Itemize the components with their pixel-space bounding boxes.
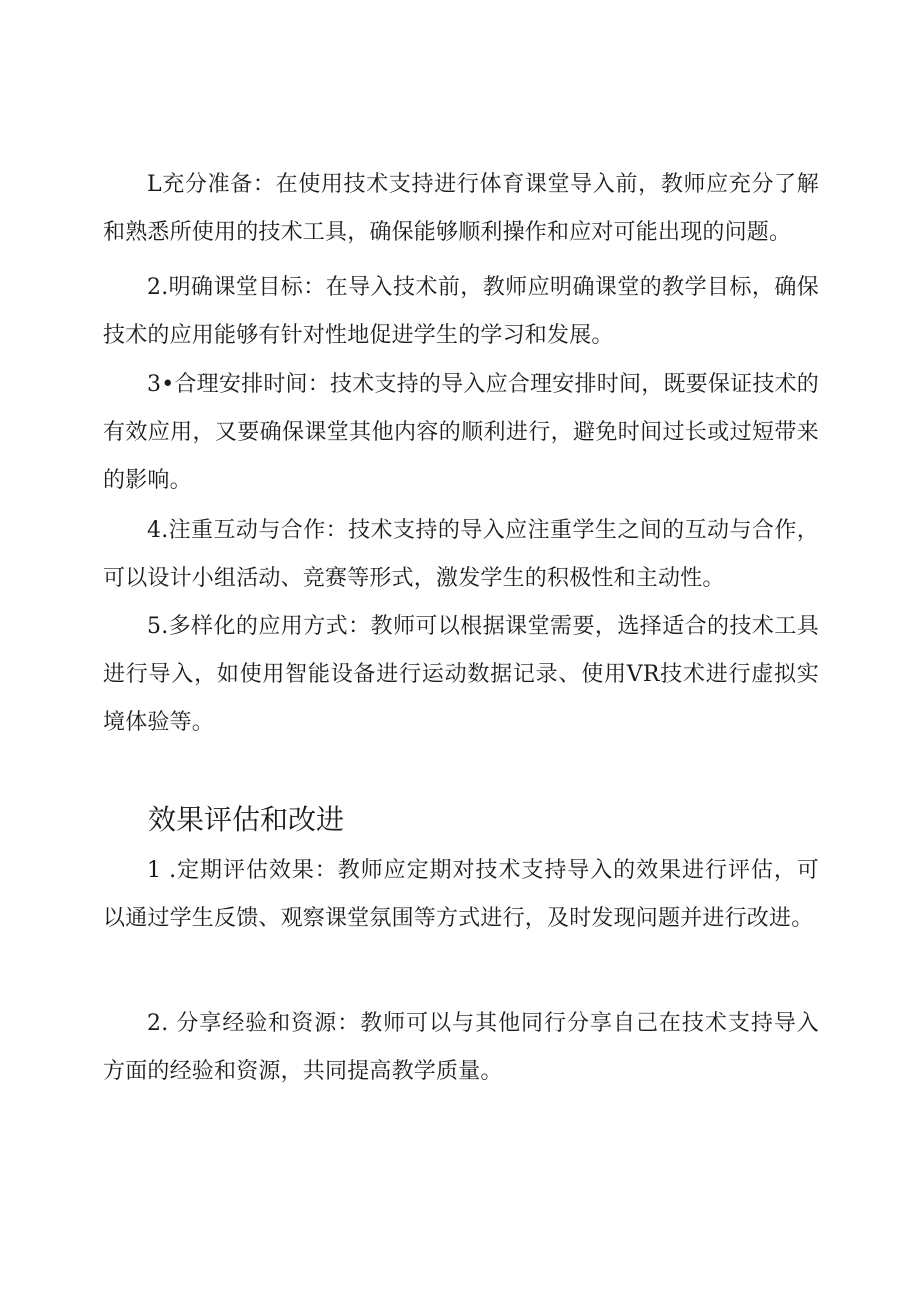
paragraph-interaction: 4.注重互动与合作：技术支持的导入应注重学生之间的互动与合作，可以设计小组活动、竞赛等形式，激发学生的积极性和主动性。 — [103, 518, 819, 591]
paragraph-time-arrangement: 3•合理安排时间：技术支持的导入应合理安排时间，既要保证技术的有效应用，又要确保课堂其他内容的顺利进行，避免时间过长或过短带来的影响。 — [103, 372, 819, 493]
paragraph-share-experience: 2. 分享经验和资源：教师可以与其他同行分享自己在技术支持导入方面的经验和资源，共同提高教学质量。 — [103, 1011, 819, 1084]
paragraph-preparation: L充分准备：在使用技术支持进行体育课堂导入前，教师应充分了解和熟悉所使用的技术工具，确保能够顺利操作和应对可能出现的问题。 — [103, 172, 819, 245]
section-heading: 效果评估和改进 — [148, 803, 345, 836]
paragraph-evaluate-effect: 1 .定期评估效果：教师应定期对技术支持导入的效果进行评估，可以通过学生反馈、观察课堂氛围等方式进行，及时发现问题并进行改进。 — [103, 858, 819, 931]
paragraph-diverse-methods: 5.多样化的应用方式：教师可以根据课堂需要，选择适合的技术工具进行导入，如使用智能设备进行运动数据记录、使用VR技术进行虚拟实境体验等。 — [103, 614, 819, 735]
paragraph-class-goals: 2.明确课堂目标：在导入技术前，教师应明确课堂的教学目标，确保技术的应用能够有针对性地促进学生的学习和发展。 — [103, 275, 819, 348]
